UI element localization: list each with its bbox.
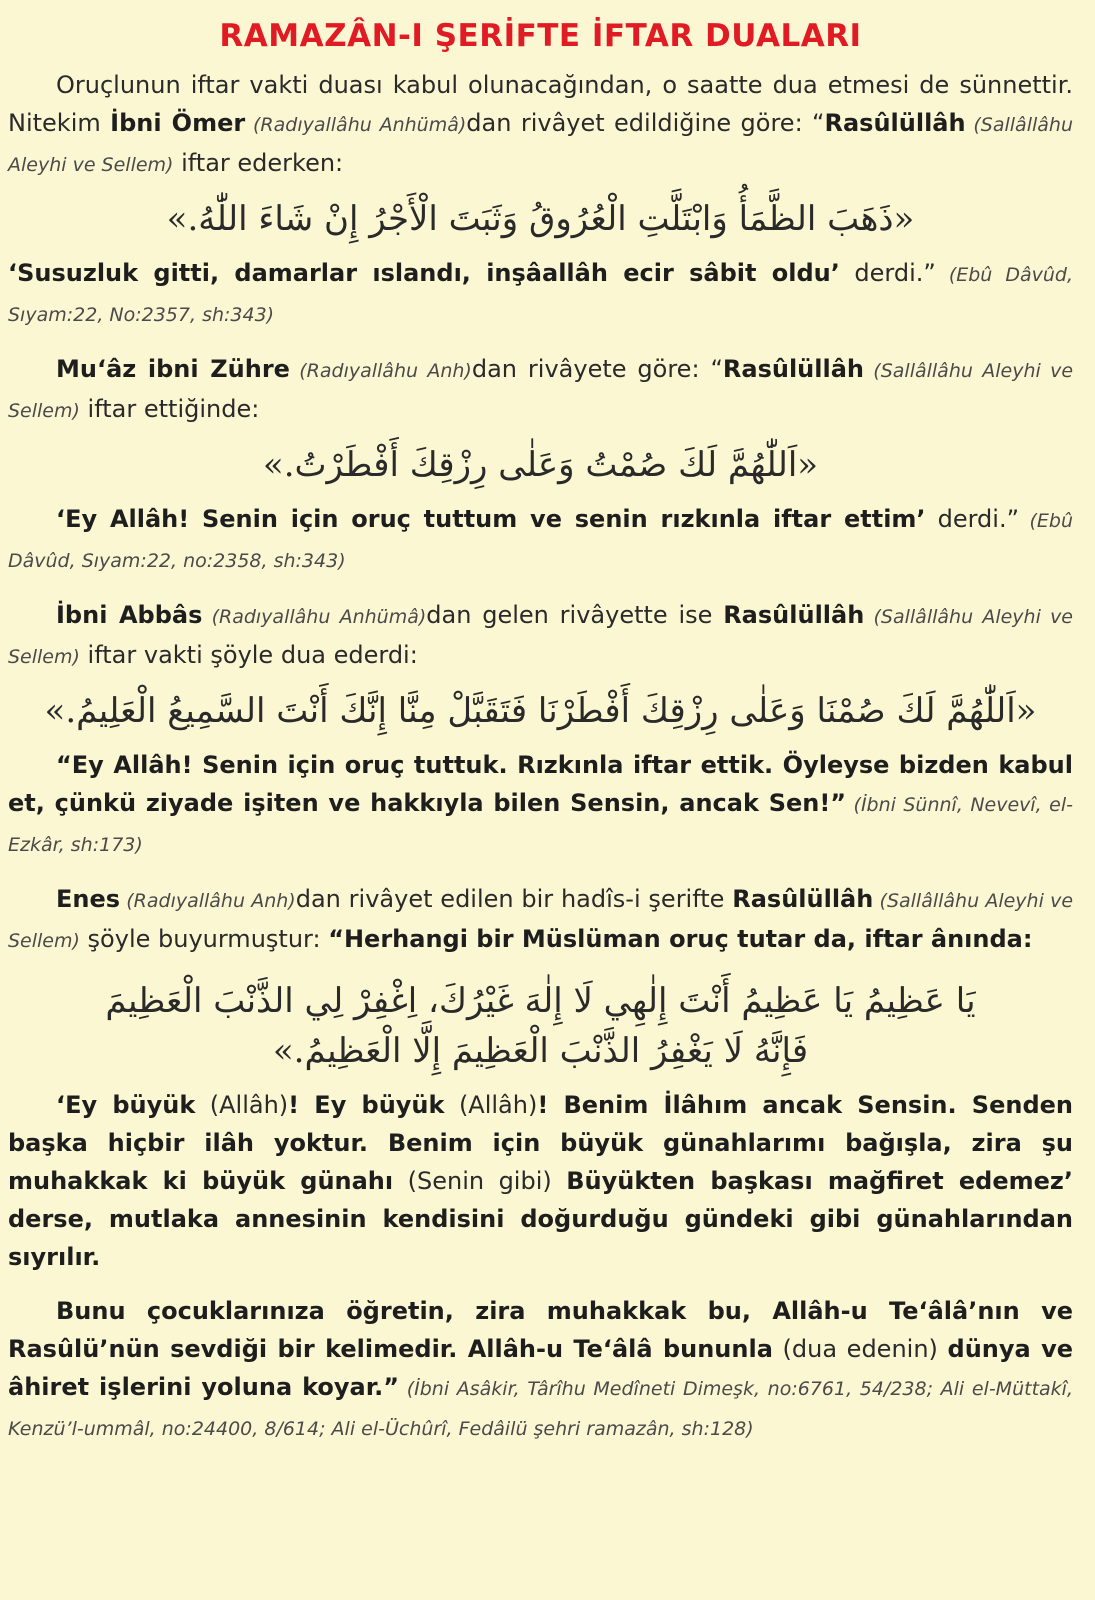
arabic-dua-2: «اَللّٰهُمَّ لَكَ صُمْتُ وَعَلٰى رِزْقِكَ أَفْطَرْتُ.» (262, 445, 819, 485)
text: dan rivâyet edildiğine göre: “ (466, 109, 825, 137)
bold-name: Rasûlüllâh (722, 355, 864, 383)
text: (dua edenin) (772, 1335, 948, 1363)
text: (Senin gibi) (393, 1167, 567, 1195)
honorific: (Sallâllâhu Aleyhi ve Sellem) (8, 890, 1074, 952)
bold-name: Enes (56, 885, 121, 913)
bold-quote: ! Benim İlâhım ancak Sensin. Senden başka hiçbir ilâh yoktur. Benim için büyük günahlarımı bağışla, zira şu muhakkak ki büyük günahı (8, 1091, 1073, 1195)
source-citation: (İbni Asâkir, Târîhu Medîneti Dimeşk, no:6761, 54/238; Ali el-Müttakî, Kenzü’l-ummâl, no:24400, 8/614; Ali el-Üchûrî, Fedâilü şehri ramazân, sh:128) (8, 1378, 1073, 1440)
paragraph-translation-2 (8, 500, 1073, 580)
text: dan gelen rivâyette ise (426, 601, 724, 629)
paragraph-intro (8, 66, 1073, 184)
bold-name: İbni Ömer (110, 109, 246, 137)
arabic-dua-4-line-2: فَإِنَّهُ لَا يَغْفِرُ الذَّنْبَ الْعَظِيمَ إِلَّا الْعَظِيمُ.» (272, 1031, 809, 1071)
bold-name: Rasûlüllâh (723, 601, 865, 629)
bold-quote: ‘Susuzluk gitti, damarlar ıslandı, inşâallâh ecir sâbit oldu’ (8, 259, 840, 287)
bold-name: Mu‘âz ibni Zühre (56, 355, 290, 383)
paragraph-closing (8, 1292, 1073, 1448)
paragraph-translation-1 (8, 254, 1073, 334)
arabic-dua-4-line-1: يَا عَظِيمُ يَا عَظِيمُ أَنْتَ إِلٰهِي لَا إِلٰهَ غَيْرُكَ، اِغْفِرْ لِي الذَّنْبَ الْعَظِيمَ (105, 981, 976, 1021)
source-citation: (Ebû Dâvûd, Sıyam:22, No:2357, sh:343) (8, 264, 1073, 326)
paragraph-muaz (8, 350, 1073, 430)
honorific: (Radıyallâhu Anh) (120, 890, 296, 912)
text: derdi.” (839, 259, 936, 287)
bold-quote: ! Ey büyük (288, 1091, 445, 1119)
honorific: (Radıyallâhu Anhümâ) (202, 606, 427, 628)
honorific: (Radıyallâhu Anh) (289, 360, 472, 382)
honorific: (Sallâllâhu Aleyhi ve Sellem) (8, 606, 1073, 668)
text: dan rivâyete göre: “ (471, 355, 723, 383)
text: (Allâh) (444, 1091, 538, 1119)
bold-quote: ‘Ey Allâh! Senin için oruç tuttum ve senin rızkınla iftar ettim’ (56, 505, 926, 533)
text: iftar vakti şöyle dua ederdi: (79, 641, 418, 669)
bold-quote: Bunu çocuklarınıza öğretin, zira muhakkak bu, Allâh-u Te‘âlâ’nın ve Rasûlü’nün sevdiği bir kelimedir. Allâh-u Te‘âlâ bununla (8, 1297, 1073, 1363)
page-title: RAMAZÂN-I ŞERİFTE İFTAR DUALARI (219, 18, 862, 54)
text: (Allâh) (195, 1091, 289, 1119)
bold-name: Rasûlüllâh (732, 885, 874, 913)
paragraph-translation-3 (8, 746, 1073, 864)
bold-name: İbni Abbâs (56, 601, 203, 629)
source-citation: (Ebû Dâvûd, Sıyam:22, no:2358, sh:343) (8, 510, 1074, 572)
arabic-dua-1: «ذَهَبَ الظَّمَأُ وَابْتَلَّتِ الْعُرُوقُ وَثَبَتَ الْأَجْرُ إِنْ شَاءَ اللّٰهُ.» (166, 199, 915, 239)
bold-name: Rasûlüllâh (824, 109, 966, 137)
bold-quote: Büyükten başkası mağfiret edemez’ derse, mutlaka annesinin kendisini doğurduğu gündeki gibi günahlarından sıyrılır. (8, 1167, 1073, 1271)
paragraph-translation-4 (8, 1086, 1073, 1276)
bold-quote: “Ey Allâh! Senin için oruç tuttuk. Rızkınla iftar ettik. Öyleyse bizden kabul et, çünkü ziyade işiten ve hakkıyla bilen Sensin, ancak Sen!” (8, 751, 1073, 817)
text: Oruçlunun iftar vakti duası kabul olunacağından, o saatte dua etmesi de sünnettir. Nitekim (8, 71, 1073, 137)
text: iftar ederken: (173, 149, 344, 177)
text: dan rivâyet edilen bir hadîs-i şerifte (295, 885, 733, 913)
text: derdi.” (925, 505, 1020, 533)
honorific: (Radıyallâhu Anhümâ) (245, 114, 467, 136)
paragraph-enes (8, 880, 1073, 960)
bold-quote: “Herhangi bir Müslüman oruç tutar da, iftar ânında: (328, 925, 1033, 953)
source-citation: (İbni Sünnî, Nevevî, el-Ezkâr, sh:173) (8, 794, 1073, 856)
text: iftar ettiğinde: (79, 395, 260, 423)
paragraph-ibni-abbas (8, 596, 1073, 676)
arabic-dua-3: «اَللّٰهُمَّ لَكَ صُمْنَا وَعَلٰى رِزْقِكَ أَفْطَرْنَا فَتَقَبَّلْ مِنَّا إِنَّكَ أَنْتَ السَّمِيعُ الْعَلِيمُ.» (44, 691, 1037, 731)
bold-quote: dünya ve âhiret işlerini yoluna koyar.” (8, 1335, 1073, 1401)
bold-quote: ‘Ey büyük (56, 1091, 196, 1119)
honorific: (Sallâllâhu Aleyhi ve Sellem) (8, 114, 1073, 176)
text: şöyle buyurmuştur: (79, 925, 329, 953)
honorific: (Sallâllâhu Aleyhi ve Sellem) (8, 360, 1074, 422)
